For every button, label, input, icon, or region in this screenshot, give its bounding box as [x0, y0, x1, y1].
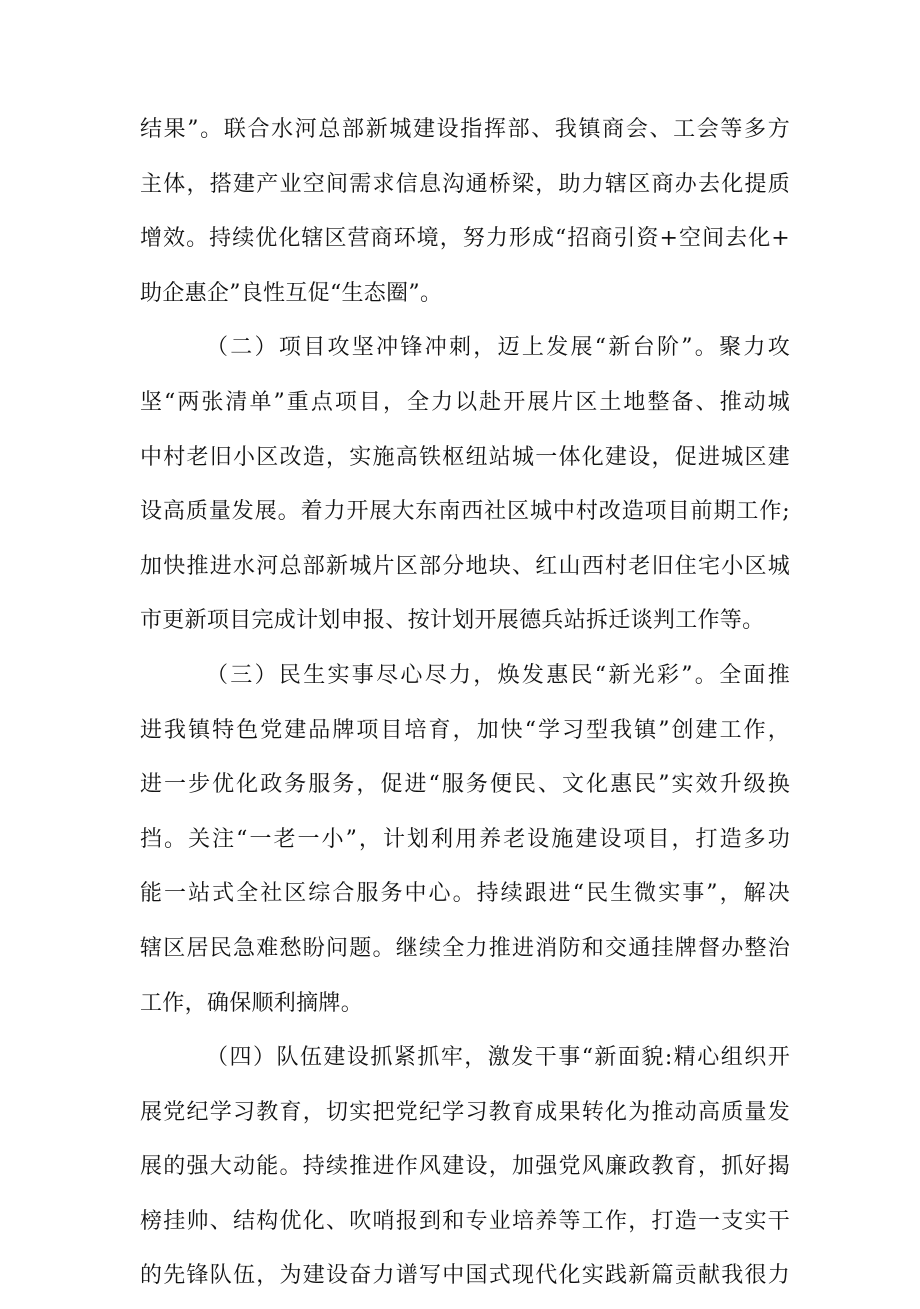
text-line: 市更新项目完成计划申报、按计划开展德兵站拆迁谈判工作等。 [140, 608, 765, 634]
text-line: 中村老旧小区改造，实施高铁枢纽站城一体化建设，促进城区建 [140, 444, 790, 470]
document-body [140, 108, 790, 1309]
text-line: 设高质量发展。着力开展大东南西社区城中村改造项目前期工作; [140, 499, 790, 525]
text-line: 助企惠企”良性互促“生态圈”。 [140, 280, 443, 306]
text-line: 的先锋队伍，为建设奋力谱写中国式现代化实践新篇贡献我很力 [140, 1263, 790, 1289]
paragraph-1 [140, 108, 790, 326]
text-line: 增效。持续优化辖区营商环境，努力形成“招商引资+空间去化+ [140, 226, 790, 252]
text-line: 进一步优化政务服务，促进“服务便民、文化惠民”实效升级换 [140, 772, 790, 798]
text-line: （二）项目攻坚冲锋冲刺，迈上发展“新台阶”。聚力攻 [206, 335, 790, 361]
text-line: 加快推进水河总部新城片区部分地块、红山西村老旧住宅小区城 [140, 553, 790, 579]
text-line: 能一站式全社区综合服务中心。持续跟进“民生微实事”，解决 [140, 881, 790, 907]
text-line: 展党纪学习教育，切实把党纪学习教育成果转化为推动高质量发 [140, 1099, 790, 1125]
text-line: 主体，搭建产业空间需求信息沟通桥梁，助力辖区商办去化提质 [140, 171, 790, 197]
text-line: 展的强大动能。持续推进作风建设，加强党风廉政教育，抓好揭 [140, 1154, 790, 1180]
text-line: 坚“两张清单”重点项目，全力以赴开展片区土地整备、推动城 [140, 389, 790, 415]
text-line: 辖区居民急难愁盼问题。继续全力推进消防和交通挂牌督办整治 [140, 935, 790, 961]
text-line: 榜挂帅、结构优化、吹哨报到和专业培养等工作，打造一支实干 [140, 1208, 790, 1234]
text-line: （三）民生实事尽心尽力，焕发惠民“新光彩”。全面推 [206, 662, 790, 688]
paragraph-4 [140, 1036, 790, 1309]
text-line: 结果”。联合水河总部新城建设指挥部、我镇商会、工会等多方 [140, 117, 790, 142]
text-line: （四）队伍建设抓紧抓牢，激发干事“新面貌:精心组织开 [206, 1045, 790, 1071]
text-line: 工作，确保顺利摘牌。 [140, 990, 364, 1016]
paragraph-3 [140, 654, 790, 1036]
text-line: 挡。关注“一老一小”，计划利用养老设施建设项目，打造多功 [140, 826, 790, 852]
paragraph-2 [140, 326, 790, 654]
text-line: 进我镇特色党建品牌项目培育，加快“学习型我镇”创建工作， [140, 717, 790, 743]
